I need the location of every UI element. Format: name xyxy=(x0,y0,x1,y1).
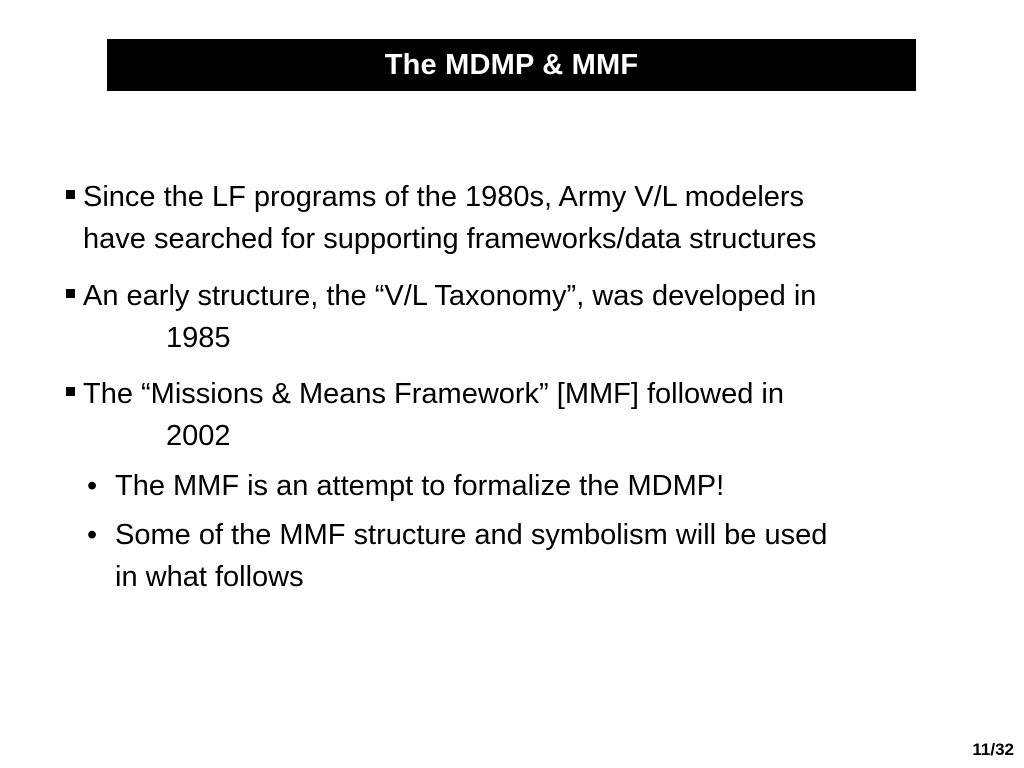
bullet-3-line-1: The “Missions & Means Framework” [MMF] followed in xyxy=(83,378,784,410)
dot-bullet-icon: • xyxy=(87,470,98,502)
square-bullet-icon xyxy=(66,289,75,298)
sub-bullet-2 xyxy=(87,514,967,598)
sub-bullet-1-line-1: The MMF is an attempt to formalize the MDMP! xyxy=(115,470,725,502)
bullet-1-line-1: Since the LF programs of the 1980s, Army V/L modelers xyxy=(83,181,805,213)
page-number: 11/32 xyxy=(972,740,1014,759)
sub-bullet-1 xyxy=(87,465,967,507)
bullet-2-line-1: An early structure, the “V/L Taxonomy”, was developed in xyxy=(83,280,817,312)
dot-bullet-icon: • xyxy=(87,519,98,551)
square-bullet-icon xyxy=(66,190,75,199)
slide-title: The MDMP & MMF xyxy=(384,48,639,81)
bullet-1-line-2: have searched for supporting frameworks/data structures xyxy=(83,223,817,255)
square-bullet-icon xyxy=(66,387,75,396)
bullet-3-line-2: 2002 xyxy=(166,420,231,452)
sub-bullet-2-line-1: Some of the MMF structure and symbolism will be used xyxy=(115,519,828,551)
sub-bullet-2-line-2: in what follows xyxy=(115,561,304,593)
bullet-1 xyxy=(66,176,966,260)
bullet-2 xyxy=(66,275,966,359)
bullet-3 xyxy=(66,373,966,457)
bullet-2-line-2: 1985 xyxy=(166,322,231,354)
